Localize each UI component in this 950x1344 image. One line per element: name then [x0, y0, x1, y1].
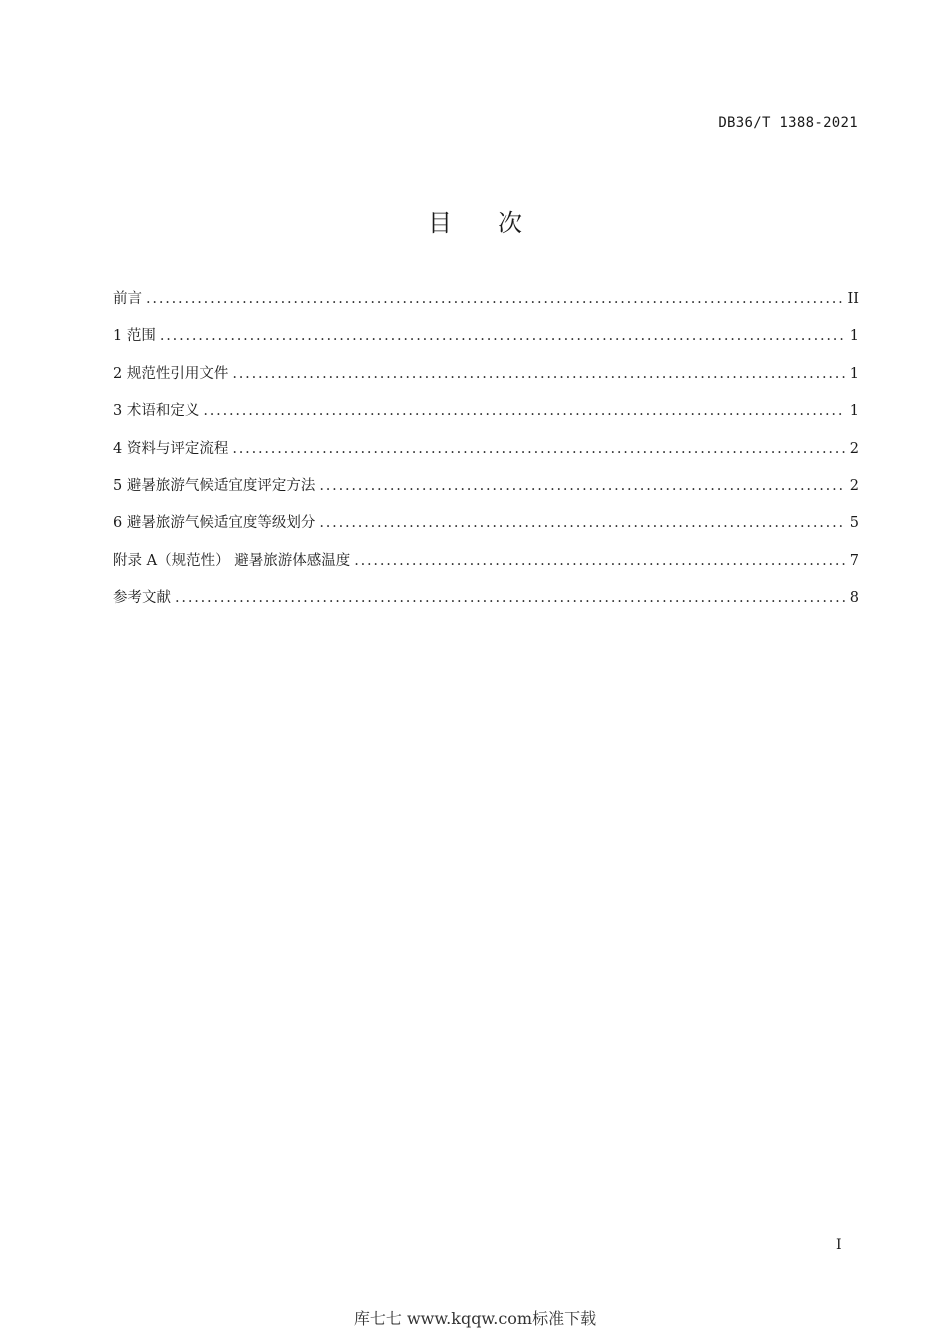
toc-leader-dots — [203, 403, 845, 419]
toc-entry-label: 3 术语和定义 — [113, 403, 200, 420]
toc-leader-dots — [319, 515, 845, 531]
document-code: DB36/T 1388-2021 — [718, 115, 858, 131]
toc-leader-dots — [160, 328, 845, 344]
toc-entry-page: 1 — [849, 365, 859, 382]
toc-entry-label: 4 资料与评定流程 — [113, 440, 229, 457]
toc-entry-appendix-a[interactable] — [113, 549, 859, 586]
toc-leader-dots — [319, 478, 845, 494]
page-title — [0, 203, 950, 238]
toc-entry-normative-references[interactable] — [113, 362, 859, 399]
toc-entry-label: 5 避暑旅游气候适宜度评定方法 — [113, 477, 316, 494]
toc-entry-label: 1 范围 — [113, 328, 156, 345]
toc-entry-terms-definitions[interactable] — [113, 399, 859, 436]
toc-entry-page: II — [847, 291, 859, 307]
toc-entry-label: 前言 — [113, 291, 142, 307]
toc-entry-label: 2 规范性引用文件 — [113, 365, 229, 382]
toc-entry-bibliography[interactable] — [113, 586, 859, 623]
table-of-contents — [113, 287, 859, 624]
toc-entry-foreword[interactable] — [113, 287, 859, 324]
toc-entry-data-process[interactable] — [113, 437, 859, 474]
toc-entry-label: 参考文献 — [113, 590, 171, 607]
toc-leader-dots — [175, 590, 845, 606]
toc-leader-dots — [146, 291, 844, 307]
toc-entry-evaluation-method[interactable] — [113, 474, 859, 511]
title-char-2: 次 — [498, 209, 522, 237]
footer-watermark: 库七七 www.kqqw.com标准下载 — [353, 1309, 597, 1328]
toc-leader-dots — [232, 366, 845, 382]
toc-entry-page: 1 — [849, 403, 859, 420]
toc-entry-page: 7 — [849, 552, 859, 569]
toc-entry-page: 2 — [849, 477, 859, 494]
toc-entry-grade-classification[interactable] — [113, 511, 859, 548]
toc-entry-label: 6 避暑旅游气候适宜度等级划分 — [113, 515, 316, 532]
title-char-1: 目 — [428, 209, 452, 237]
toc-entry-page: 2 — [849, 440, 859, 457]
page-number: I — [836, 1237, 842, 1253]
toc-entry-scope[interactable] — [113, 324, 859, 361]
toc-leader-dots — [232, 441, 845, 457]
toc-leader-dots — [354, 553, 845, 569]
toc-entry-page: 5 — [849, 515, 859, 532]
toc-entry-page: 1 — [849, 328, 859, 345]
toc-entry-page: 8 — [849, 590, 859, 607]
toc-entry-label: 附录 A（规范性） 避暑旅游体感温度 — [113, 552, 351, 569]
